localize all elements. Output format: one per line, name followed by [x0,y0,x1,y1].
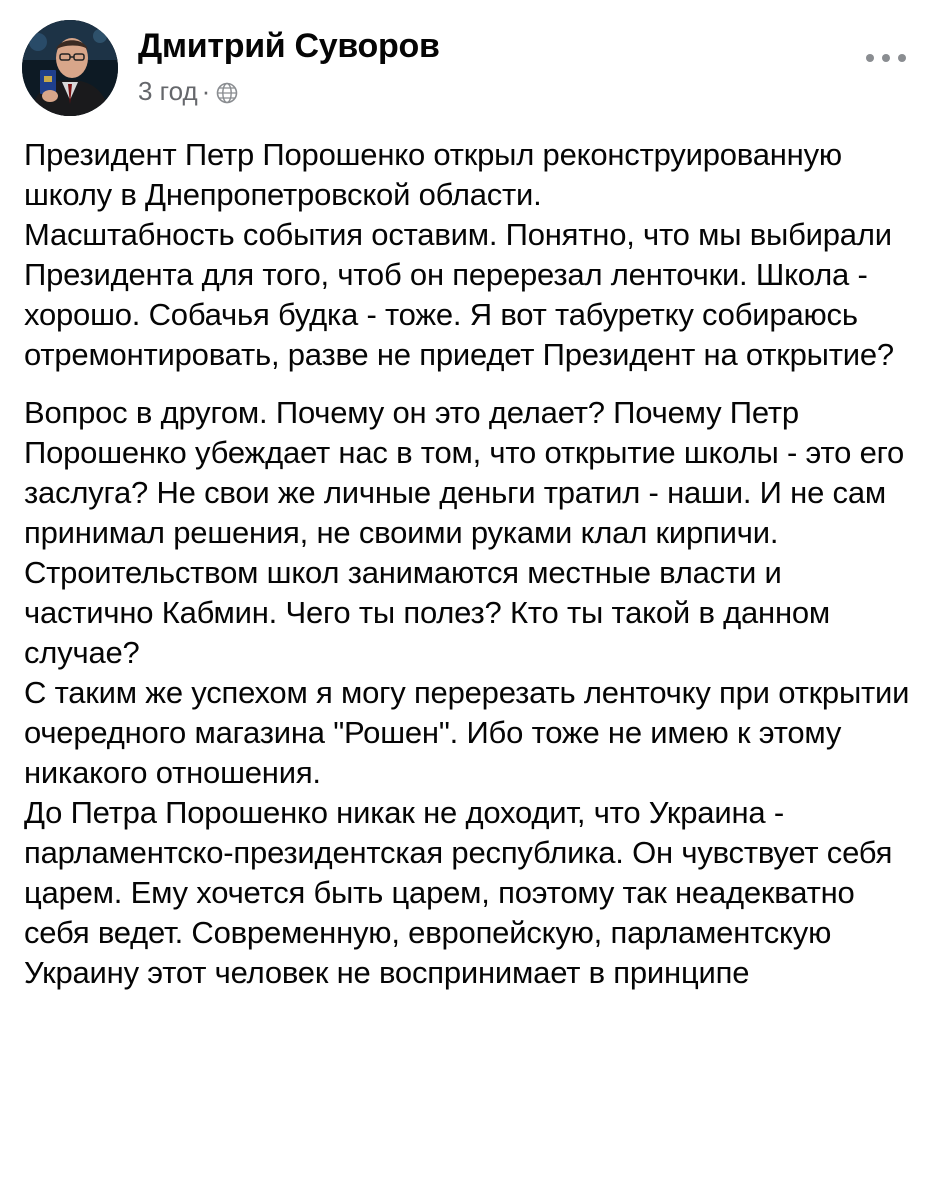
author-name[interactable]: Дмитрий Суворов [138,27,440,65]
post-paragraph: Президент Петр Порошенко открыл реконструированную школу в Днепропетровской области. [24,137,842,212]
more-dot [866,54,874,62]
post-paragraph: До Петра Порошенко никак не доходит, что Украина - парламентско-президентская республика. Он чувствует себя царем. Ему хочется быть царем, поэтому так неадекватно себя ведет. Современную, европейскую, парламентскую Украину этот человек не воспринимает в принципе [24,795,893,990]
meta-separator: · [201,75,211,106]
post-paragraph: Масштабность события оставим. Понятно, что мы выбирали Президента для того, чтоб он перерезал ленточки. Школа - хорошо. Собачья будка - тоже. Я вот табуретку собираюсь отремонтировать, разве не приедет Президент на открытие? [24,217,894,372]
more-dot [898,54,906,62]
post-paragraph: С таким же успехом я могу перерезать ленточку при открытии очередного магазина "Рошен". Ибо тоже не имею к этому никакого отношения. [24,675,910,790]
post-text [24,135,914,993]
globe-icon[interactable] [216,80,238,102]
post-header [22,20,912,120]
post-meta [138,74,238,108]
post-paragraph: Вопрос в другом. Почему он это делает? Почему Петр Порошенко убеждает нас в том, что открытие школы - это его заслуга? Не свои же личные деньги тратил - наши. И не сам принимал решения, не своими руками клал кирпичи. Строительством школ занимаются местные власти и частично Кабмин. Чего ты полез? Кто ты такой в данном случае? [24,395,905,670]
more-options-icon[interactable] [866,48,906,68]
author-avatar[interactable] [22,20,118,116]
post-timestamp[interactable]: 3 год [138,75,198,106]
avatar-photo [22,20,118,116]
more-dot [882,54,890,62]
